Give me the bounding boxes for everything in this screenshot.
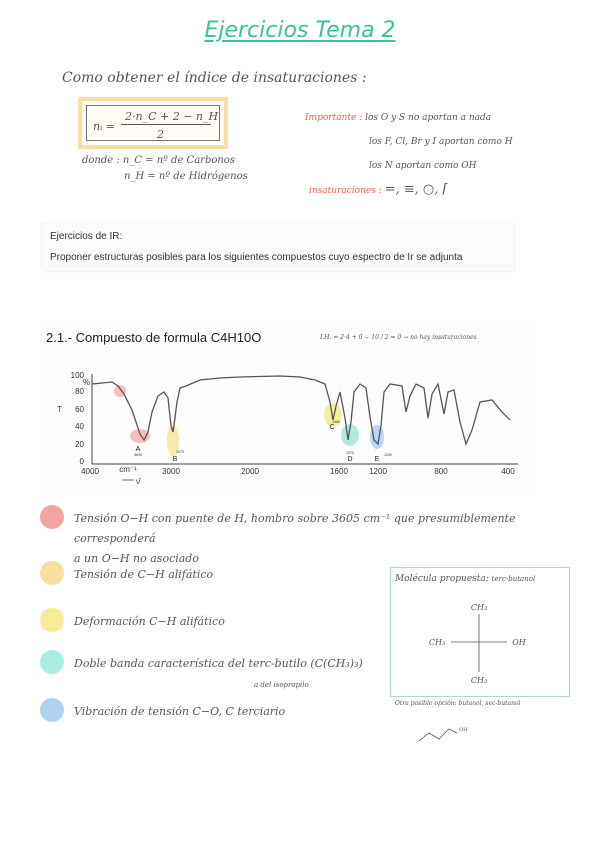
alt-molecule-oh: OH: [459, 727, 468, 733]
fraction-bar: [121, 124, 211, 125]
peak-label-c: C: [329, 424, 335, 431]
note-5-text: Vibración de tensión C−O, C terciario: [74, 705, 286, 718]
y-tick-60: 60: [75, 405, 84, 414]
important-note-2: los F, Cl, Br y I aportan como H: [369, 137, 513, 147]
note-dot-red: [40, 505, 64, 529]
x-tick-2000: 2000: [241, 467, 259, 476]
note-dot-light-yellow: [40, 608, 64, 632]
molecule-bottom: CH₃: [470, 676, 488, 685]
page-title: Ejercicios Tema 2: [204, 18, 396, 43]
molecule-subtitle: terc-butanol: [491, 575, 536, 583]
y-tick-40: 40: [75, 422, 84, 431]
peak-sub-d: 1370: [346, 451, 354, 455]
highlight-red: [130, 429, 150, 443]
exercise-statement: Proponer estructuras posibles para los siguientes compuestos cuyo espectro de Ir se adjunta: [50, 252, 463, 263]
note-2-text: Tensión de C−H alifático: [74, 568, 214, 581]
peak-sub-e: 1200: [384, 453, 392, 457]
peak-label-b: B: [172, 456, 178, 463]
note-dot-yellow: [40, 561, 64, 585]
unsaturations-label: insaturaciones :: [309, 186, 382, 196]
y-tick-20: 20: [75, 440, 84, 449]
important-label: Importante :: [305, 113, 363, 123]
where-definitions: [82, 153, 248, 185]
spectrum-trace: [92, 376, 510, 444]
note-1-text2: a un O−H no asociado: [74, 552, 199, 565]
molecule-right: OH: [512, 638, 526, 647]
molecule-caption: Otra posible opción: butanol, sec-butanol: [395, 700, 521, 707]
note-3-text: Deformación C−H alifático: [74, 615, 225, 628]
note-dot-teal: [40, 650, 64, 674]
where-line-2: n_H = nº de Hidrógenos: [124, 171, 248, 182]
y-top-extra: %: [82, 378, 90, 387]
alt-molecule-sketch: [415, 715, 475, 745]
peak-sub-b: 2970: [176, 450, 184, 454]
x-tick-800: 800: [434, 467, 448, 476]
peak-sub-a: 3605: [134, 453, 142, 457]
y-tick-100: 100: [70, 371, 84, 380]
x-symbol: ν̄: [136, 477, 140, 486]
exercise-header: Ejercicios de IR:: [50, 231, 123, 242]
molecule-top: CH₃: [470, 603, 488, 612]
proposed-molecule-box: [390, 567, 570, 697]
how-to-heading: Como obtener el índice de insaturaciones :: [62, 70, 367, 86]
formula-denominator: 2: [157, 128, 164, 141]
important-note-1: los O y S no aportan a nada: [365, 113, 492, 123]
y-tick-80: 80: [75, 387, 84, 396]
spectrum-calc-note: I.H. = 2·4 + 0 − 10 / 2 = 0 → no hay insaturaciones: [320, 334, 477, 341]
unsaturations-value: =, ≡, ○, ⌈: [384, 182, 448, 197]
formula-lhs: nᵢ =: [93, 120, 116, 133]
spectrum-title: 2.1.- Compuesto de formula C4H10O: [46, 330, 262, 345]
x-tick-4000: 4000: [81, 467, 99, 476]
y-tick-0: 0: [79, 457, 84, 466]
y-axis-label: T: [57, 405, 62, 414]
spectrum-plot: [40, 322, 534, 490]
peak-sub-c: 1466: [332, 420, 340, 424]
ir-spectrum: [40, 322, 534, 490]
peak-label-a: A: [135, 446, 141, 453]
important-note-3: los N aportan como OH: [369, 161, 477, 171]
exercise-box: [42, 223, 514, 271]
formula-box: [78, 97, 228, 149]
x-unit: cm⁻¹: [119, 465, 137, 474]
note-1-text: Tensión O−H con puente de H, hombro sobre 3605 cm⁻¹ que presumiblemente corresponderá: [74, 512, 516, 545]
x-tick-1600: 1600: [330, 467, 348, 476]
formula-numerator: 2·n_C + 2 − n_H: [125, 110, 219, 123]
note-4-text2: a del isopropilo: [254, 681, 309, 689]
note-dot-blue: [40, 698, 64, 722]
x-tick-1200: 1200: [369, 467, 387, 476]
note-4-text: Doble banda característica del terc-butilo (C(CH₃)₃): [74, 657, 363, 670]
where-line-1: donde : n_C = nº de Carbonos: [82, 155, 235, 166]
important-notes: [305, 106, 513, 203]
molecule-title: Molécula propuesta:: [395, 574, 489, 584]
x-tick-3000: 3000: [162, 467, 180, 476]
peak-label-d: D: [347, 456, 353, 463]
formula: [86, 105, 220, 141]
x-tick-400: 400: [501, 467, 515, 476]
molecule-left: CH₃: [428, 638, 446, 647]
molecule-structure: [391, 568, 569, 696]
peak-label-e: E: [374, 456, 380, 463]
